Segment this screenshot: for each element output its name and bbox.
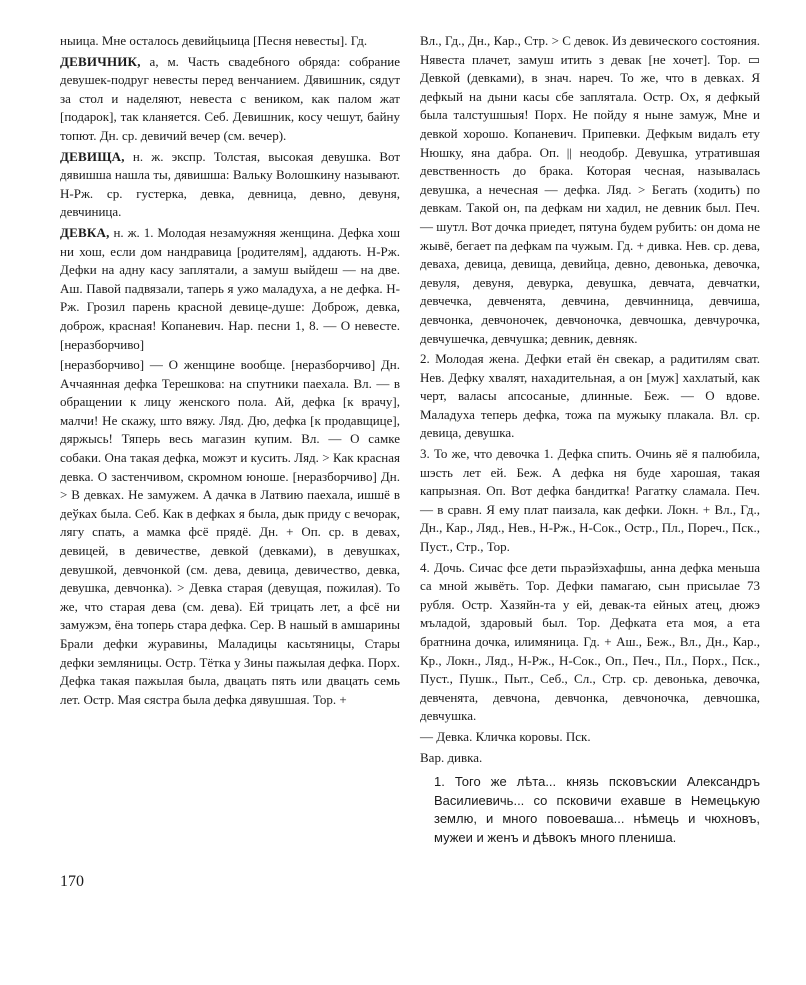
- dictionary-entry: — Девка. Кличка коровы. Пск.: [420, 728, 591, 744]
- dictionary-entry: ДЕВИЩА, н. ж. экспр. Толстая, высокая девушка. Вот дявишша нашла ты, дявишша: Вальку Волошкину называют. Н-Рж. ср. густерка, девка, девница, девно, девуня, девчиница.: [60, 148, 400, 220]
- dictionary-entry: ДЕВИЧНИК, а, м. Часть свадебного обряда: собрание девушек-подруг невесты перед венчанием. Дявишник, сядут за стол и наделяют, невеста с веником, как палом жат [подарок], так кланяется. Себ. Девишник, косу чешут, байну топют. Дн. ср. девичий вечер (см. вечер).: [60, 53, 401, 143]
- historical-quotation: 1. Того же лѣта... князь псковъскии Александръ Василиевичь... со псковичи ехавше в Немецькую землю, и много повоеваша... нѣмець и чюхновъ, мужеи и женъ и дѣвокъ много плениша.: [434, 774, 760, 845]
- dictionary-entry: Вар. дивка.: [420, 749, 483, 765]
- dictionary-entry: 3. То же, что девочка 1. Дефка спить. Очинь яё я палюбила, шэсть лет ей. Беж. А дефка ня буде харошая, такая капрызная. Оп. Вот дефка бандитка! Рагатку сламала. Печ. — в сравн. Я ему плат паизала, как дефки. Локн. + Вл., Гд., Дн., Кар., Ляд., Нев., Н-Рж., Н-Сок., Остр., Пл., Пореч., Пск., Пуст., Стр., Тор.: [420, 446, 760, 555]
- dictionary-entry: ныица. Мне осталось девийцыица [Песня невесты]. Гд.: [60, 33, 368, 48]
- headword: ДЕВКА,: [60, 224, 110, 240]
- dictionary-entry: 2. Молодая жена. Дефки етай ён свекар, а радитилям сват. Нев. Дефку хвалят, нахадительная, а он [муж] хахлатый, как черт, валасы апсосаные, длинные. Беж. — О вдове. Маладуха теперь дефка, тожа па мужыку плакала. Вл. ср. девица, девушка.: [420, 351, 760, 441]
- dictionary-entry: ДЕВКА, н. ж. 1. Молодая незамужняя женщина. Дефка хош ни хош, если дом нандравица [родителям], аддають. Н-Рж. Дефки на адну касу заплятали, а замуш выйдеш — на две. Аш. Павой падвязали, тапеpь я ужо маладуха, а не дефка. Н-Рж. Грозил парень красной девице-душе: Доброж, девка, доброж, красная! Копаневич. Нар. песни 1, 8. — О невесте. [неразборчиво]: [60, 224, 400, 352]
- headword: ДЕВИЩА,: [60, 148, 125, 164]
- headword: ДЕВИЧНИК,: [60, 53, 141, 69]
- page-number: 170: [60, 873, 84, 890]
- dictionary-entry: [неразборчиво] — О женщине вообще. [неразборчиво] Дн. Аччаянная дефка Терешкова: на спутники паехала. Вл. — в обращении к лицу женского пола. Ай, дефка [к врачу], малчи! Не скажу, што вяжу. Ляд. Дю, дефка [к продавщице], дяржысь! Тяперь весь магазин купим. Вл. — О самке собаки. Она такая дефка, можэт и кусить. Ляд. > Как красная девка. О застенчивом, скромном юноше. [неразборчиво] Дн. > В девках. Не замужем. А дачка в Латвию паехала, ишшё в деўках была. Себ. Как в дефках я была, дык приду с вечорак, лягу спать, а мамка фсё прядё. Дн. + Оп. ср. в девах, девицей, в девичестве, девкой (девками), в девушках, девушкой, девчонкой (см. дева, девица, девичество, девка, девушка, девчонка). > Девка старая (девущая, пожилая). То же, что старая дева (см. дева). Ей трицать лет, а фсё ни замужэм, ёна топерь стара дефка. Сер. В нашый в амшарины Брали дефки журавины, Маладицы касьтяницы, Стары дефки земляницы. Остр. Тётка у Зины пажылая дефка. Порх. Дефка такая пажылая была, двацать пять или двацать семь лет. Остр. Мая сястра была дефка дявушшая. Тор. +: [60, 357, 400, 707]
- dictionary-entry: Вл., Гд., Дн., Кар., Стр. > С девок. Из девического состояния. Нявеста плачет, замуш итить з девак [не хочет]. Тор. ▭ Девкой (девками), в знач. нареч. То же, что в девках. Я дефкый на дыни касы сбе заплятала. Остр. Ох, я дефкый была талстушшыя! Порх. Не пойду я ныне замуж, Мне и девкой хорошо. Копаневич. Припевки. Дефкым видалъ ету Нюшку, яна дабра. Оп. || неодобр. Девушка, утратившая девственность до брака. Которая чесная, называлась девушка, а нечесная — дефка. Ляд. > Бегать (ходить) по девкам. Такой он, па дефкам ни хадил, не девник был. Печ. — шутл. Вот дочка приедет, пятуна будем рубить: он дома не жывё, бегает па дефкам па чужым. Гд. + дивка. Нев. ср. дева, деваха, девица, девища, девийца, девно, девонька, девочка, девуля, девуня, девурка, девушка, девчата, девчатки, девчечка, девченята, девчина, девчинница, девчиша, девчонка, девчоночек, девчоночка, девчошка, девчурочка, девчушечка, девчушка; девник, девняк.: [420, 33, 760, 346]
- dictionary-entry: 4. Дочь. Сичас фсе дети пьраэйэхафшы, анна дефка меньша са мной жывёть. Тор. Дефки памагаю, сын присылае 73 рубля. Остр. Хазяйн-та у ей, девак-та ейных атец, дюжэ мъладой, здаровый был. Тор. Дефката ета моя, а ета братнина дочка, илимяница. Гд. + Аш., Беж., Вл., Дн., Кар., Кр., Локн., Ляд., Н-Рж., Н-Сок., Оп., Печ., Пл., Порх., Пск., Пуст., Пушк., Пыт., Себ., Сл., Стр. ср. девонька, девочка, девченята, девчона, девчонка, девчоночка, девчошка, девчушка.: [420, 559, 760, 724]
- right-column: [420, 32, 760, 848]
- left-column: [60, 32, 400, 709]
